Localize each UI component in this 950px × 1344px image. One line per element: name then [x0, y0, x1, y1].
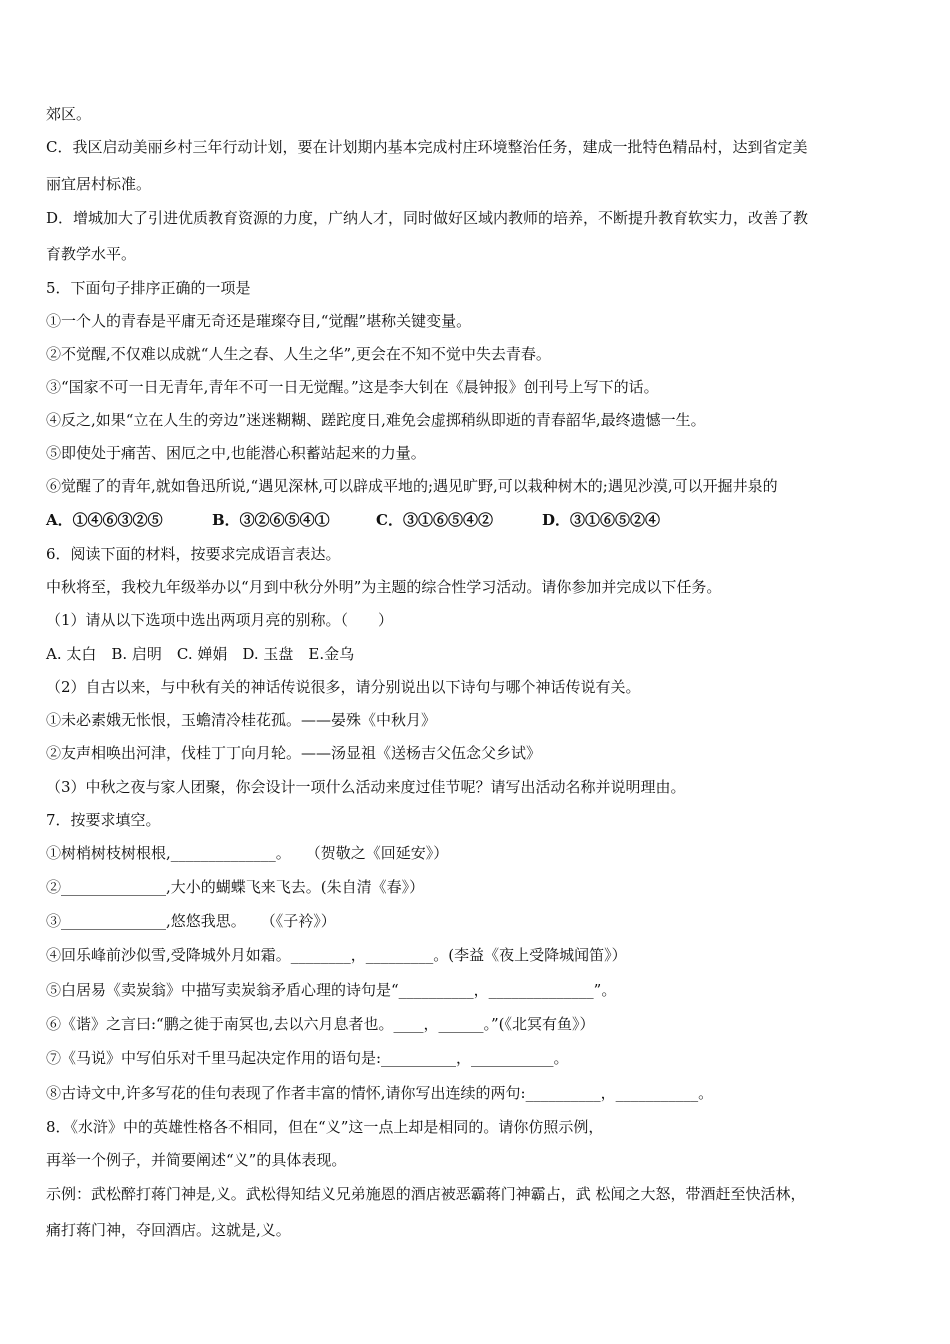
fill-blank-1: ①树梢树枝树根根,______________。 （贺敬之《回延安》） [46, 844, 449, 862]
text-line: 郊区。 [46, 105, 92, 123]
sentence-3: ③“国家不可一日无青年,青年不可一日无觉醒。”这是李大钊在《晨钟报》创刊号上写下的话。 [46, 378, 659, 396]
option-c: C．③①⑥⑤④② [376, 511, 493, 529]
fill-blank-8: ⑧古诗文中,许多写花的佳句表现了作者丰富的情怀,请你写出连续的两句:__________，___________。 [46, 1084, 714, 1102]
question-6-part-3: （3）中秋之夜与家人团聚，你会设计一项什么活动来度过佳节呢？请写出活动名称并说明理由。 [46, 778, 686, 796]
option-d: D．③①⑥⑤②④ [542, 511, 661, 529]
poem-line-1: ①未必素娥无怅恨，玉蟾清冷桂花孤。——晏殊《中秋月》 [46, 711, 437, 729]
question-6-part-2: （2）自古以来，与中秋有关的神话传说很多，请分别说出以下诗句与哪个神话传说有关。 [46, 678, 641, 696]
question-8-example: 示例：武松醉打蒋门神是,义。武松得知结义兄弟施恩的酒店被恶霸蒋门神霸占，武 松闻之大怒，带酒赶至快活林， [46, 1185, 806, 1203]
sentence-1: ①一个人的青春是平庸无奇还是璀璨夺目,“觉醒”堪称关键变量。 [46, 312, 472, 330]
fill-blank-4: ④回乐峰前沙似雪,受降城外月如霜。________，_________。(李益《夜上受降城闻笛》） [46, 946, 627, 964]
sentence-5: ⑤即使处于痛苦、困厄之中,也能潜心积蓄站起来的力量。 [46, 444, 426, 462]
question-7-title: 7．按要求填空。 [46, 811, 161, 829]
sentence-2: ②不觉醒,不仅难以成就“人生之春、人生之华”,更会在不知不觉中失去青春。 [46, 345, 551, 363]
option-a: A．①④⑥③②⑤ [46, 511, 163, 529]
question-6-title: 6．阅读下面的材料，按要求完成语言表达。 [46, 545, 341, 563]
fill-blank-7: ⑦《马说》中写伯乐对千里马起决定作用的语句是:__________，___________。 [46, 1049, 569, 1067]
fill-blank-3: ③______________,悠悠我思。 （《子衿》） [46, 912, 336, 930]
question-5-options [46, 510, 660, 530]
text-line: 育教学水平。 [46, 245, 137, 263]
question-6-part-1-options: A. 太白 B. 启明 C. 婵娟 D. 玉盘 E.金乌 [46, 645, 355, 663]
sentence-4: ④反之,如果“立在人生的旁边”迷迷糊糊、蹉跎度日,难免会虚掷稍纵即逝的青春韶华,最终遗憾一生。 [46, 411, 706, 429]
option-d-line: D．增城加大了引进优质教育资源的力度，广纳人才，同时做好区域内教师的培养，不断提升教育软实力，改善了教 [46, 209, 809, 227]
question-8-title: 8．《水浒》中的英雄性格各不相同，但在“义”这一点上却是相同的。请你仿照示例， [46, 1118, 604, 1136]
text-line: 丽宜居村标准。 [46, 175, 152, 193]
fill-blank-6: ⑥《谐》之言曰:“鹏之徙于南冥也,去以六月息者也。____，______。”(《北冥有鱼》） [46, 1015, 595, 1033]
option-b: B．③②⑥⑤④① [212, 511, 330, 529]
poem-line-2: ②友声相唤出河津，伐桂丁丁向月轮。——汤显祖《送杨吉父伍念父乡试》 [46, 744, 542, 762]
question-6-intro: 中秋将至，我校九年级举办以“月到中秋分外明”为主题的综合性学习活动。请你参加并完成以下任务。 [46, 578, 722, 596]
option-c-line: C．我区启动美丽乡村三年行动计划，要在计划期内基本完成村庄环境整治任务，建成一批特色精品村，达到省定美 [46, 138, 808, 156]
question-6-part-1: （1）请从以下选项中选出两项月亮的别称。（ ） [46, 611, 394, 629]
fill-blank-5: ⑤白居易《卖炭翁》中描写卖炭翁矛盾心理的诗句是“__________，______________”。 [46, 981, 617, 999]
fill-blank-2: ②______________,大小的蝴蝶飞来飞去。(朱自清《春》） [46, 878, 425, 896]
question-5-title: 5．下面句子排序正确的一项是 [46, 279, 251, 297]
question-8-example-end: 痛打蒋门神，夺回酒店。这就是,义。 [46, 1221, 291, 1239]
sentence-6: ⑥觉醒了的青年,就如鲁迅所说,“遇见深林,可以辟成平地的;遇见旷野,可以栽种树木的;遇见沙漠,可以开掘井泉的 [46, 477, 778, 495]
question-8-line-2: 再举一个例子，并简要阐述“义”的具体表现。 [46, 1151, 347, 1169]
